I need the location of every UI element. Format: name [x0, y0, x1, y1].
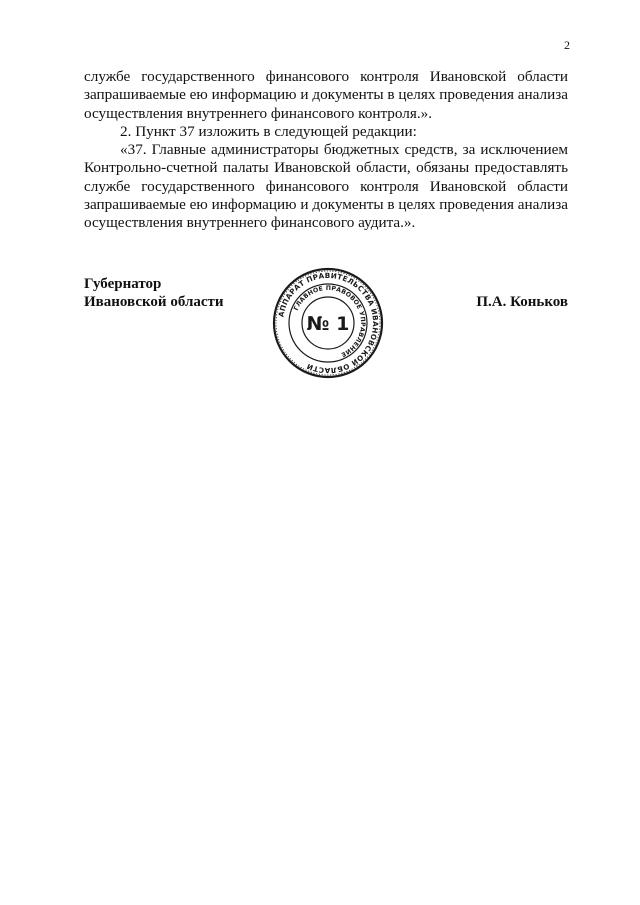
official-seal-stamp [272, 267, 384, 379]
page-number: 2 [564, 38, 570, 52]
signatory-title: Губернатор [84, 276, 162, 292]
svg-text:ГЛАВНОЕ ПРАВОВОЕ УПРАВЛЕНИЕ: ГЛАВНОЕ ПРАВОВОЕ УПРАВЛЕНИЕ [292, 284, 367, 359]
paragraph-continuation: службе государственного финансового контроля Ивановской области запрашиваемые ею информацию и документы в целях проведения анализа осуществления внутреннего финансового контроля.». [84, 68, 568, 122]
svg-text:№ 1: № 1 [306, 313, 350, 335]
svg-text:АППАРАТ ПРАВИТЕЛЬСТВА ИВАНОВСК: АППАРАТ ПРАВИТЕЛЬСТВА ИВАНОВСКОЙ ОБЛАСТИ [276, 270, 381, 376]
paragraph-item-37: «37. Главные администраторы бюджетных средств, за исключением Контрольно-счетной палаты Ивановской области, обязаны предоставлять службе государственного финансового контроля Ивановской области запрашиваемые ею информацию и документы в целях проведения анализа осуществления внутреннего финансового аудита.». [84, 141, 568, 232]
signatory-name: П.А. Коньков [476, 294, 568, 310]
paragraph-item-2: 2. Пункт 37 изложить в следующей редакции: [120, 122, 417, 140]
signatory-region: Ивановской области [84, 294, 224, 310]
document-body [84, 68, 568, 233]
